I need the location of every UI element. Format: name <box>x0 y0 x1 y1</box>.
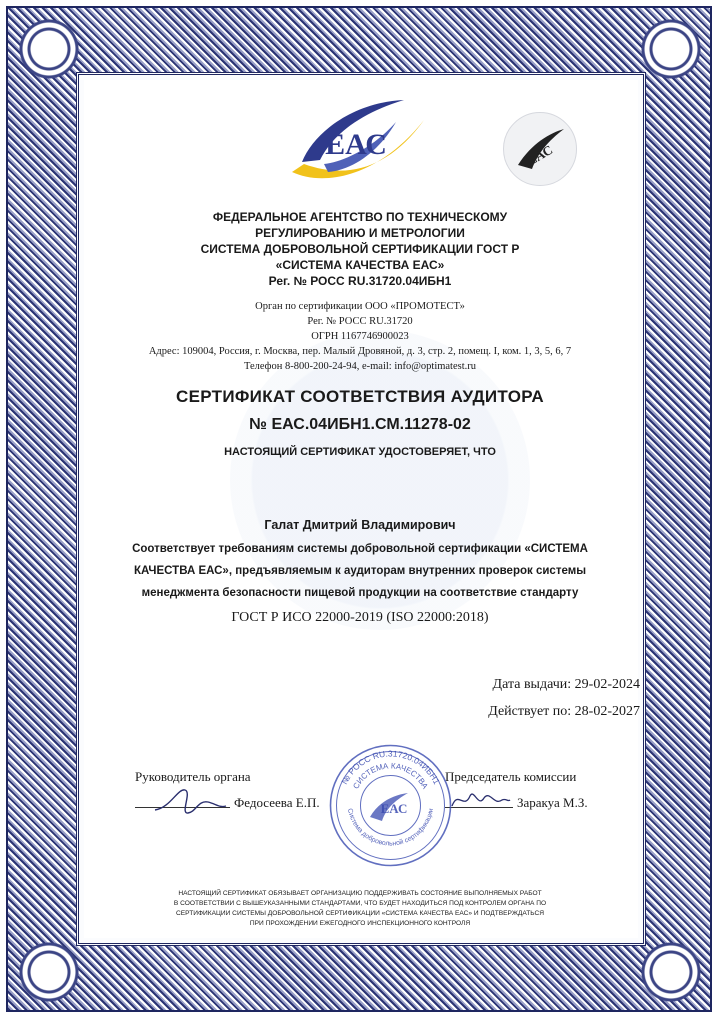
eac-logo <box>284 92 434 192</box>
org-line: Рег. № РОСС RU.31720 <box>307 316 413 327</box>
footer-line: СЕРТИФИКАЦИИ СИСТЕМЫ ДОБРОВОЛЬНОЙ СЕРТИФИКАЦИИ «СИСТЕМА КАЧЕСТВА ЕАС» И ПОДТВЕРЖДАТЬСЯ <box>175 910 545 917</box>
org-address: Адрес: 109004, Россия, г. Москва, пер. Малый Дровяной, д. 3, стр. 2, помещ. I, ком. 1, 3, 5, 6, 7 <box>148 346 572 357</box>
holder-name: Галат Дмитрий Владимирович <box>264 518 456 532</box>
small-logo-text: ЕАС <box>524 141 556 169</box>
stamp-ring-text: СИСТЕМА КАЧЕСТВА <box>351 761 430 791</box>
certificate-number: № ЕАС.04ИБН1.СМ.11278-02 <box>249 416 471 433</box>
corner-ornament <box>14 937 84 1007</box>
small-eac-emblem <box>503 112 577 186</box>
stamp-bottom-text: Система добровольной сертификации <box>345 807 436 848</box>
official-stamp <box>328 743 453 868</box>
org-line: Орган по сертификации ООО «ПРОМОТЕСТ» <box>255 301 465 312</box>
right-signatory-role: Председатель комиссии <box>445 769 577 784</box>
agency-line: РЕГУЛИРОВАНИЮ И МЕТРОЛОГИИ <box>255 226 465 240</box>
left-signature-mark <box>150 780 230 820</box>
certificate-title: СЕРТИФИКАТ СООТВЕТСТВИЯ АУДИТОРА <box>176 387 544 406</box>
body-line: Соответствует требованиям системы добровольной сертификации «СИСТЕМА <box>132 543 588 555</box>
corner-ornament <box>636 14 706 84</box>
registration-number: Рег. № РОСС RU.31720.04ИБН1 <box>268 274 452 288</box>
logo-text: ЕАС <box>325 128 387 161</box>
corner-ornament <box>636 937 706 1007</box>
agency-line: ФЕДЕРАЛЬНОЕ АГЕНТСТВО ПО ТЕХНИЧЕСКОМУ <box>212 210 508 224</box>
org-contacts: Телефон 8-800-200-24-94, e-mail: info@optimatest.ru <box>243 361 477 372</box>
org-line: ОГРН 1167746900023 <box>311 331 409 342</box>
certificate-intro: НАСТОЯЩИЙ СЕРТИФИКАТ УДОСТОВЕРЯЕТ, ЧТО <box>224 446 496 458</box>
stamp-outer-text: № РОСС RU.31720.04ИБН1 <box>339 748 442 786</box>
valid-until-date: Действует по: 28-02-2027 <box>488 704 640 719</box>
right-signatory-name: Заракуа М.З. <box>517 795 588 810</box>
stamp-center-text: ЕАС <box>380 801 408 816</box>
standard-reference: ГОСТ Р ИСО 22000-2019 (ISO 22000:2018) <box>231 610 489 625</box>
body-line: менеджмента безопасности пищевой продукции на соответствие стандарту <box>141 587 579 599</box>
body-line: КАЧЕСТВА ЕАС», предъявляемым к аудиторам внутренних проверок системы <box>133 565 587 577</box>
footer-line: ПРИ ПРОХОЖДЕНИИ ЕЖЕГОДНОГО ИНСПЕКЦИОННОГО КОНТРОЛЯ <box>249 920 471 927</box>
left-signatory-name: Федосеева Е.П. <box>234 795 320 810</box>
agency-line: СИСТЕМА ДОБРОВОЛЬНОЙ СЕРТИФИКАЦИИ ГОСТ Р <box>200 242 520 256</box>
left-signatory-role: Руководитель органа <box>135 769 251 784</box>
corner-ornament <box>14 14 84 84</box>
right-signature-mark <box>448 784 512 814</box>
footer-line: В СООТВЕТСТВИИ С ВЫШЕУКАЗАННЫМИ СТАНДАРТАМИ, ЧТО БУДЕТ НАХОДИТЬСЯ ПОД КОНТРОЛЕМ ОРГАНА ПО <box>173 900 547 907</box>
footer-line: НАСТОЯЩИЙ СЕРТИФИКАТ ОБЯЗЫВАЕТ ОРГАНИЗАЦИЮ ПОДДЕРЖИВАТЬ СОСТОЯНИЕ ВЫПОЛНЯЕМЫХ РАБОТ <box>178 890 542 897</box>
issue-date: Дата выдачи: 29-02-2024 <box>492 677 640 692</box>
agency-line: «СИСТЕМА КАЧЕСТВА ЕАС» <box>275 258 445 272</box>
